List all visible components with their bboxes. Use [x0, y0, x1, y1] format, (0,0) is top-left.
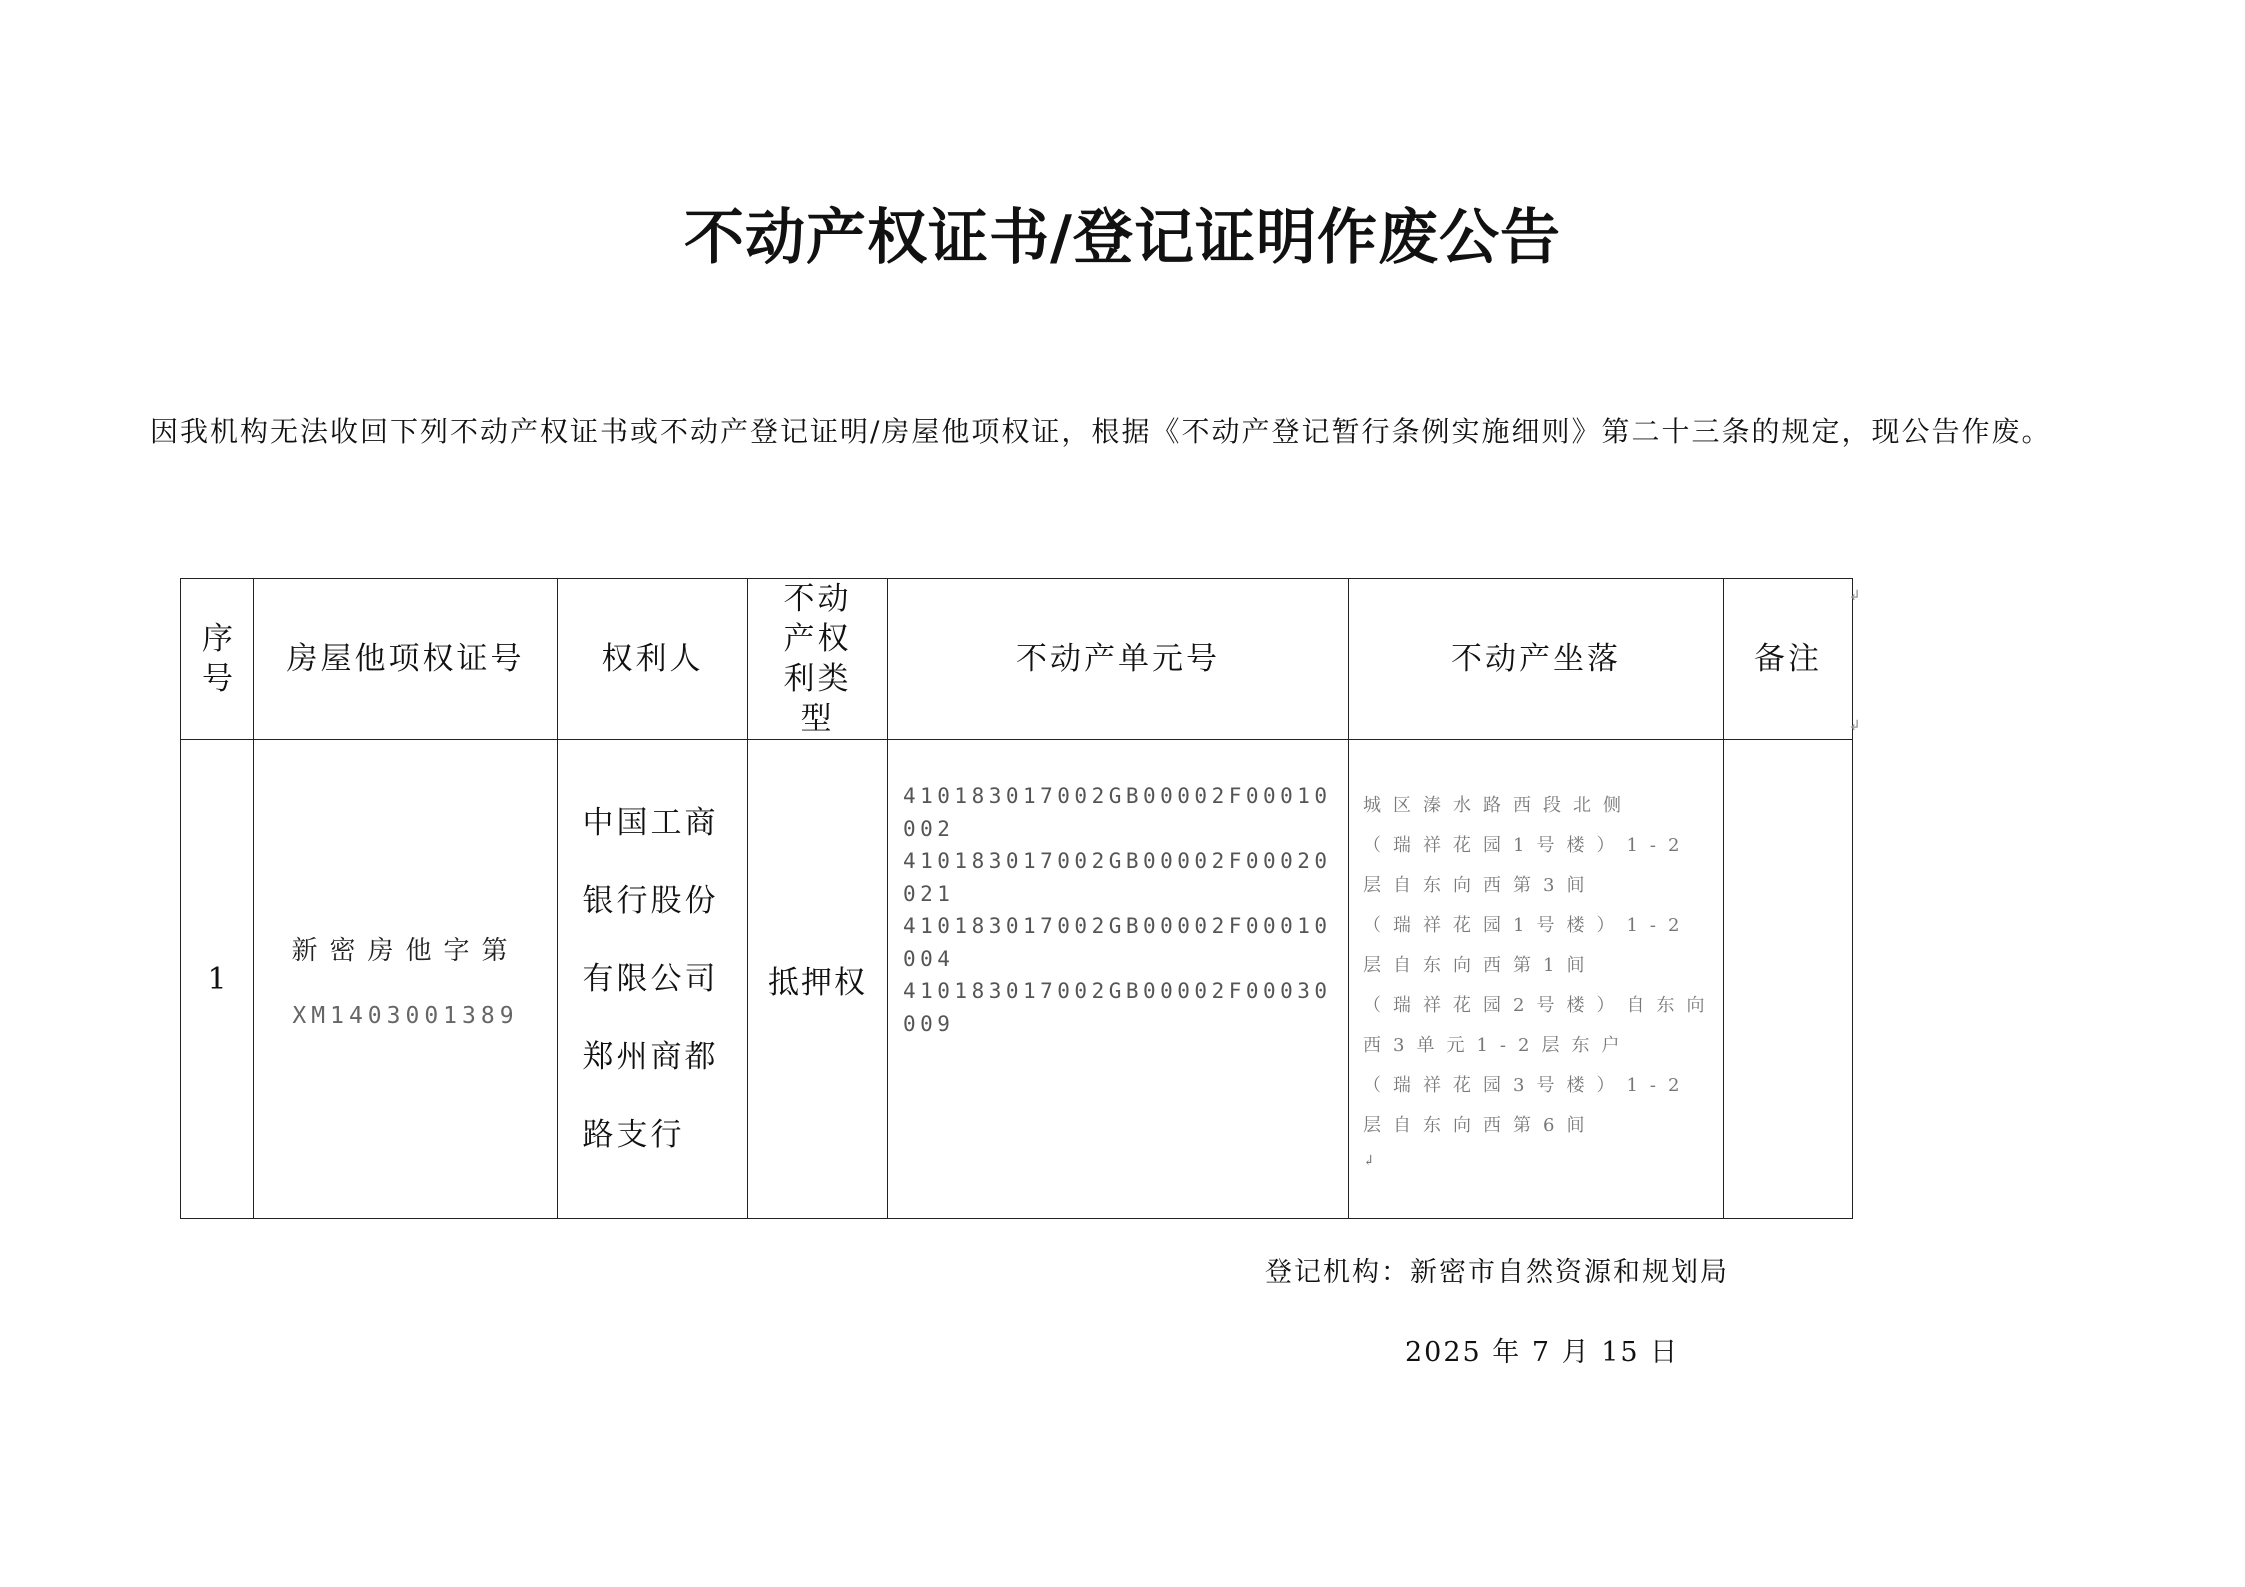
cert-number: XM1403001389: [292, 1002, 519, 1029]
paragraph-mark: ↲: [1363, 1152, 1375, 1169]
unit-number: 410183017002GB00002F00010004: [903, 914, 1332, 971]
cert-prefix: 新密房他字第: [291, 935, 520, 966]
cell-location: [1349, 740, 1724, 1219]
cell-holder: [558, 740, 748, 1219]
holder-name: 中国工商银行股份有限公司郑州商都路支行: [582, 805, 719, 1153]
table-row: [181, 740, 1853, 1219]
location-line: 城区溱水路西段北侧: [1363, 794, 1633, 816]
cell-seq: 1: [181, 740, 254, 1219]
notice-intro: 因我机构无法收回下列不动产权证书或不动产登记证明/房屋他项权证，根据《不动产登记暂行条例实施细则》第二十三条的规定，现公告作废。: [150, 415, 2052, 448]
header-remark: 备注: [1724, 579, 1853, 740]
unit-number-list: [888, 740, 1348, 1040]
cell-cert-no: [254, 740, 558, 1219]
header-seq: 序号: [181, 579, 254, 740]
table-header-row: [181, 579, 1853, 740]
location-line: （瑞祥花园1号楼）1-2层自东向西第3间: [1363, 834, 1692, 896]
header-unit-no: 不动产单元号: [888, 579, 1349, 740]
unit-number: 410183017002GB00002F00030009: [903, 979, 1332, 1036]
notice-title: 不动产权证书/登记证明作废公告: [684, 203, 1561, 273]
location-line: （瑞祥花园2号楼）自东向西3单元1-2层东户: [1363, 994, 1717, 1056]
header-location: 不动产坐落: [1349, 579, 1724, 740]
unit-number: 410183017002GB00002F00020021: [903, 849, 1332, 906]
notice-date: 2025 年 7 月 15 日: [1405, 1337, 1680, 1368]
cell-remark: [1724, 740, 1853, 1219]
cell-right-type: 抵押权: [748, 740, 888, 1219]
location-line: （瑞祥花园3号楼）1-2层自东向西第6间: [1363, 1074, 1692, 1136]
void-notice-table: [180, 578, 1853, 1219]
cell-unit-no: [888, 740, 1349, 1219]
paragraph-mark: ↲: [1849, 588, 1861, 604]
unit-number: 410183017002GB00002F00010002: [903, 784, 1332, 841]
location-list: [1349, 783, 1723, 1176]
header-right-type: 不动产权利类型: [748, 579, 888, 740]
location-line: （瑞祥花园1号楼）1-2层自东向西第1间: [1363, 914, 1692, 976]
header-cert-no: 房屋他项权证号: [254, 579, 558, 740]
paragraph-mark: ↲: [1849, 718, 1861, 734]
header-holder: 权利人: [558, 579, 748, 740]
registration-org: 登记机构：新密市自然资源和规划局: [1265, 1257, 1729, 1288]
